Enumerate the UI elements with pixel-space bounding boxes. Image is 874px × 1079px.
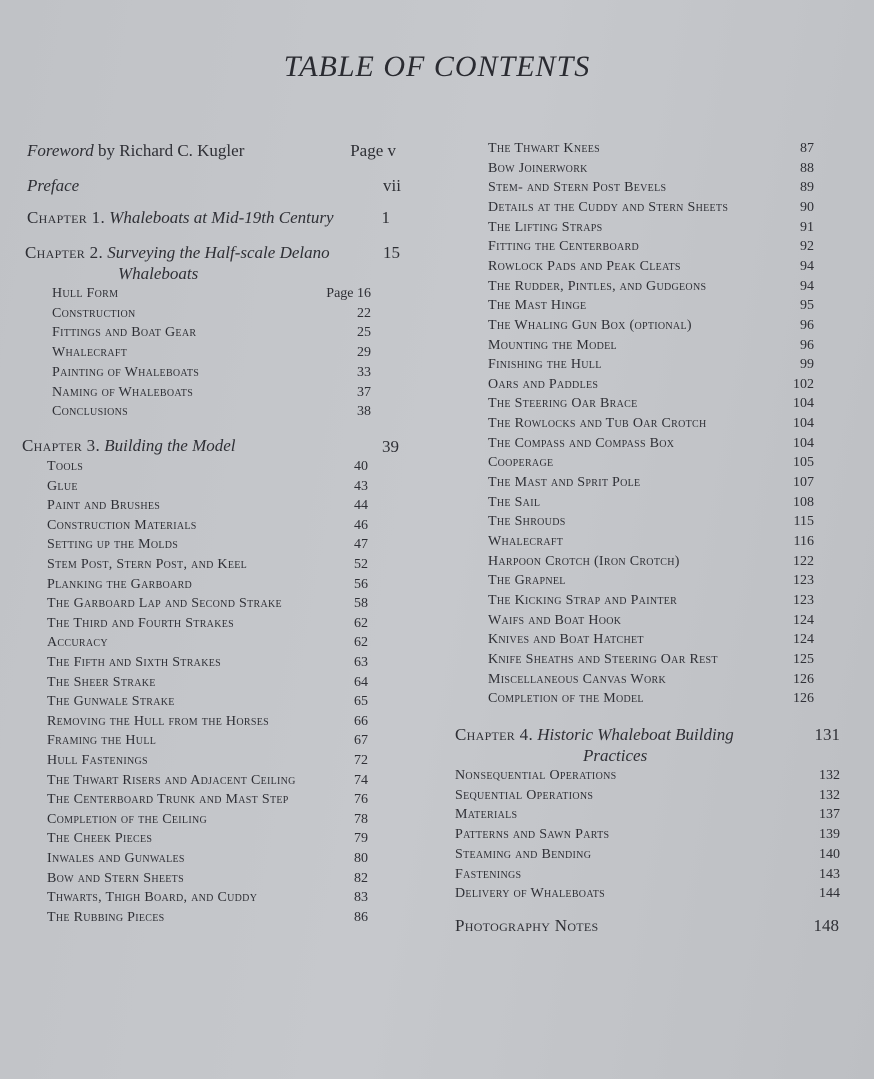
chapter3-title: Building the Model	[104, 436, 236, 455]
toc-entry-label: Miscellaneous Canvas Work	[488, 671, 666, 687]
chapter1-page: 1	[381, 208, 390, 227]
chapter4-prefix: Chapter 4.	[455, 725, 534, 744]
chapter4-heading	[455, 725, 734, 745]
toc-entry-page: 52	[354, 557, 368, 572]
toc-entry-page: 83	[354, 890, 368, 906]
toc-entry-page: 63	[354, 655, 368, 670]
toc-entry-page: 78	[354, 811, 368, 827]
toc-entry-page: 126	[793, 671, 814, 687]
chapter2-prefix: Chapter 2.	[25, 243, 104, 262]
toc-entry-label: Accuracy	[47, 635, 108, 651]
toc-entry-page: 99	[800, 357, 814, 373]
toc-entry-page: 91	[800, 219, 814, 235]
toc-entry-page: 123	[793, 592, 814, 608]
toc-entry-label: Details at the Cuddy and Stern Sheets	[488, 199, 729, 215]
toc-entry-page: 96	[800, 337, 814, 353]
toc-entry-page: Page 16	[326, 286, 371, 301]
toc-entry-label: Setting up the Molds	[47, 537, 179, 553]
foreword-author: by Richard C. Kugler	[98, 141, 245, 160]
chapter3-page: 39	[382, 437, 399, 456]
foreword-label: Foreword	[27, 141, 94, 160]
toc-entry-page: 125	[793, 651, 814, 667]
toc-entry-label: Sequential Operations	[455, 787, 594, 803]
toc-entry-label: Bow and Stern Sheets	[47, 870, 184, 886]
toc-entry-page: 94	[800, 258, 814, 274]
toc-entry-page: 33	[357, 364, 371, 380]
chapter1-heading	[27, 208, 334, 228]
toc-entry-label: Whalecraft	[488, 534, 564, 549]
toc-entry-label: Removing the Hull from the Horses	[47, 713, 269, 729]
toc-entry-page: 65	[354, 694, 368, 710]
toc-entry-page: 37	[357, 384, 371, 400]
toc-entry-label: Materials	[455, 807, 518, 823]
toc-entry-page: 79	[354, 831, 368, 847]
toc-entry-page: 105	[793, 455, 814, 471]
toc-entry-label: The Grapnel	[488, 573, 566, 589]
toc-entry-label: The Thwart Risers and Adjacent Ceiling	[47, 772, 296, 788]
toc-entry-page: 43	[354, 478, 368, 494]
toc-entry-page: 102	[793, 376, 814, 392]
toc-entry-label: The Fifth and Sixth Strakes	[47, 655, 222, 670]
toc-entry-page: 104	[793, 416, 814, 432]
toc-entry-page: 22	[357, 305, 371, 321]
toc-entry-label: The Compass and Compass Box	[488, 435, 675, 451]
toc-entry-label: Nonsequential Operations	[455, 768, 617, 783]
toc-entry-label: Steaming and Bending	[455, 846, 592, 862]
foreword-page: Page v	[350, 141, 396, 160]
toc-entry-label: The Whaling Gun Box (optional)	[488, 317, 692, 333]
toc-entry-page: 137	[819, 807, 840, 823]
chapter2-heading	[25, 243, 330, 263]
toc-entry-label: Completion of the Model	[488, 691, 644, 707]
toc-entry-label: Naming of Whaleboats	[52, 384, 194, 400]
toc-entry-page: 132	[819, 768, 840, 783]
toc-entry-label: Whalecraft	[52, 345, 128, 361]
toc-entry-label: The Third and Fourth Strakes	[47, 615, 234, 631]
toc-entry-label: Fastenings	[455, 866, 522, 882]
toc-entry-page: 115	[793, 514, 814, 530]
toc-entry-label: Construction Materials	[47, 517, 197, 533]
toc-entry-page: 80	[354, 851, 368, 866]
toc-entry-label: The Mast and Sprit Pole	[488, 475, 641, 491]
toc-entry-label: Glue	[47, 478, 78, 494]
toc-entry-page: 90	[800, 199, 814, 215]
toc-entry-page: 124	[793, 632, 814, 648]
toc-entry-page: 94	[800, 278, 814, 294]
chapter3-prefix: Chapter 3.	[22, 436, 101, 455]
chapter4-title-line1: Historic Whaleboat Building	[537, 725, 734, 744]
toc-entry-page: 126	[793, 691, 814, 707]
toc-entry-page: 104	[793, 396, 814, 412]
toc-entry-label: Tools	[47, 459, 84, 474]
toc-entry-page: 64	[354, 674, 368, 690]
toc-entry-page: 104	[793, 435, 814, 451]
chapter4-page: 131	[814, 725, 840, 744]
toc-entry-page: 74	[354, 772, 368, 788]
toc-entry-label: The Centerboard Trunk and Mast Step	[47, 792, 289, 808]
toc-entry-label: Bow Joinerwork	[488, 160, 588, 176]
toc-entry-label: Cooperage	[488, 455, 554, 471]
toc-entry-page: 46	[354, 517, 368, 533]
chapter1-prefix: Chapter 1.	[27, 208, 106, 227]
toc-entry-page: 72	[354, 753, 368, 768]
chapter2-page: 15	[383, 243, 400, 262]
toc-entry-label: The Kicking Strap and Painter	[488, 592, 678, 608]
toc-entry-page: 140	[819, 846, 840, 862]
toc-entry-page: 122	[793, 553, 814, 569]
toc-entry-page: 25	[357, 325, 371, 341]
toc-entry-label: The Rudder, Pintles, and Gudgeons	[488, 278, 707, 294]
toc-entry-label: The Gunwale Strake	[47, 694, 175, 710]
toc-entry-page: 67	[354, 733, 368, 749]
toc-entry-page: 56	[354, 576, 368, 592]
chapter2-title-line1: Surveying the Half-scale Delano	[107, 243, 330, 262]
toc-entry-page: 47	[354, 537, 368, 553]
toc-entry-label: The Rubbing Pieces	[47, 909, 165, 925]
toc-entry-label: Harpoon Crotch (Iron Crotch)	[488, 553, 680, 569]
page-title: TABLE OF CONTENTS	[283, 50, 591, 83]
toc-entry-page: 62	[354, 635, 368, 651]
toc-entry-label: Conclusions	[52, 404, 128, 420]
toc-entry-label: The Rowlocks and Tub Oar Crotch	[488, 416, 707, 432]
toc-entry-page: 89	[800, 180, 814, 196]
toc-entry-page: 95	[800, 298, 814, 314]
toc-entry-page: 87	[800, 141, 814, 156]
toc-entry-page: 86	[354, 909, 368, 925]
toc-entry-label: The Cheek Pieces	[47, 831, 153, 847]
toc-entry-label: Inwales and Gunwales	[47, 851, 185, 866]
toc-entry-label: The Thwart Knees	[488, 141, 601, 156]
toc-entry-page: 96	[800, 317, 814, 333]
toc-entry-label: The Steering Oar Brace	[488, 396, 638, 412]
toc-entry-page: 116	[793, 534, 814, 549]
toc-entry-label: Fittings and Boat Gear	[52, 325, 197, 341]
toc-entry-label: Oars and Paddles	[488, 376, 599, 392]
toc-entry-label: Finishing the Hull	[488, 357, 602, 373]
chapter4-title-line2: Practices	[583, 746, 648, 765]
toc-entry-label: Waifs and Boat Hook	[488, 612, 622, 628]
toc-entry-label: Hull Form	[52, 286, 119, 301]
toc-entry-page: 107	[793, 475, 814, 491]
toc-entry-label: Mounting the Model	[488, 337, 617, 353]
preface-label: Preface	[27, 176, 80, 195]
toc-entry-page: 143	[819, 866, 840, 882]
toc-entry-label: Stem Post, Stern Post, and Keel	[47, 557, 248, 572]
toc-entry-label: Construction	[52, 305, 136, 321]
toc-entry-label: Delivery of Whaleboats	[455, 886, 606, 902]
toc-entry-label: Planking the Garboard	[47, 576, 193, 592]
toc-entry-label: Framing the Hull	[47, 733, 157, 749]
toc-entry-label: Rowlock Pads and Peak Cleats	[488, 258, 681, 274]
toc-entry-page: 40	[354, 459, 368, 474]
preface-page: vii	[383, 176, 401, 195]
toc-entry-page: 132	[819, 787, 840, 803]
toc-entry-page: 123	[793, 573, 814, 589]
toc-entry-label: The Lifting Straps	[488, 219, 603, 235]
toc-entry-label: Patterns and Sawn Parts	[455, 827, 610, 843]
toc-entry-label: Painting of Whaleboats	[52, 364, 200, 380]
chapter2-title-line2: Whaleboats	[118, 264, 199, 283]
toc-entry-page: 82	[354, 870, 368, 886]
toc-entry-label: Stem- and Stern Post Bevels	[488, 180, 667, 196]
toc-entry-label: Knife Sheaths and Steering Oar Rest	[488, 651, 718, 667]
toc-entry-page: 88	[800, 160, 814, 176]
toc-entry-page: 29	[357, 345, 371, 361]
toc-entry-label: Hull Fastenings	[47, 753, 148, 768]
toc-entry-label: The Mast Hinge	[488, 298, 587, 314]
toc-entry-label: Knives and Boat Hatchet	[488, 632, 644, 648]
toc-entry-page: 44	[354, 498, 368, 514]
chapter3-heading	[22, 436, 236, 456]
toc-entry-page: 58	[354, 596, 368, 612]
toc-entry-page: 144	[819, 886, 840, 902]
toc-entry-label: Fitting the Centerboard	[488, 239, 640, 255]
toc-entry-label: The Sail	[488, 494, 541, 510]
chapter1-title: Whaleboats at Mid-19th Century	[109, 208, 334, 227]
toc-entry-label: The Sheer Strake	[47, 674, 156, 690]
toc-entry-page: 92	[800, 239, 814, 255]
toc-entry-label: Thwarts, Thigh Board, and Cuddy	[47, 890, 258, 906]
toc-entry-label: Completion of the Ceiling	[47, 811, 207, 827]
foreword-entry	[27, 141, 244, 161]
toc-entry-label: The Garboard Lap and Second Strake	[47, 596, 282, 612]
toc-entry-label: The Shrouds	[488, 514, 566, 530]
toc-entry-page: 38	[357, 404, 371, 420]
photography-notes-label: Photography Notes	[455, 916, 599, 935]
toc-entry-page: 139	[819, 827, 840, 843]
toc-entry-label: Paint and Brushes	[47, 498, 161, 514]
toc-entry-page: 108	[793, 494, 814, 510]
toc-entry-page: 76	[354, 792, 368, 808]
toc-entry-page: 66	[354, 713, 368, 729]
photography-notes-page: 148	[813, 916, 839, 935]
toc-entry-page: 124	[793, 612, 814, 628]
toc-entry-page: 62	[354, 615, 368, 631]
